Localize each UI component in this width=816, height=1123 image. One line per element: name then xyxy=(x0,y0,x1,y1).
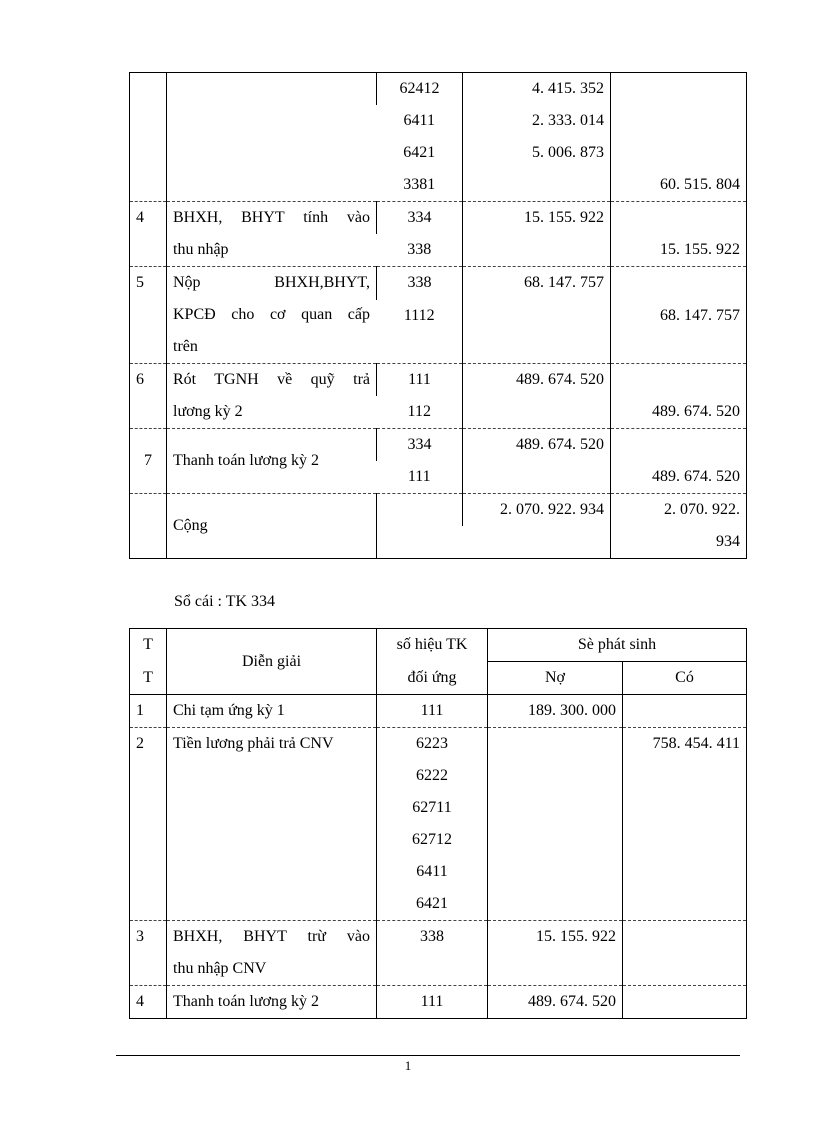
desc-cell xyxy=(167,202,377,267)
desc-header: Diễn giải xyxy=(167,629,377,695)
acct-cell: 6421 xyxy=(403,144,436,161)
acct-line: 6222 xyxy=(416,767,448,784)
acct-cell: 111 xyxy=(377,364,463,397)
debit-cell: 489. 674. 520 xyxy=(463,429,611,462)
debit-cell: 189. 300. 000 xyxy=(488,695,623,728)
desc-line: lương kỳ 2 xyxy=(173,403,243,420)
total-label: Cộng xyxy=(167,494,377,559)
desc-line: Rót TGNH về quỹ trả xyxy=(173,371,370,388)
debit-header: Nợ xyxy=(488,662,623,695)
credit-cell xyxy=(611,105,747,137)
tt-cell: 2 xyxy=(130,728,167,921)
acct-line: 6411 xyxy=(416,863,448,880)
credit-cell xyxy=(623,921,747,986)
acct-cell: 1112 xyxy=(377,300,463,364)
credit-cell xyxy=(611,429,747,462)
acct-cell: 62412 xyxy=(377,73,463,106)
credit-cell: 68. 147. 757 xyxy=(611,300,747,364)
acct-cell: 111 xyxy=(377,695,488,728)
acct-line: 62712 xyxy=(412,831,452,848)
credit-cell: 60. 515. 804 xyxy=(611,169,747,202)
acct-line: 62711 xyxy=(412,799,452,816)
desc-cell: Thanh toán lương kỳ 2 xyxy=(167,429,377,494)
desc-line: thu nhập CNV xyxy=(173,960,267,977)
desc-line: BHXH, BHYT trừ vào xyxy=(173,928,370,945)
desc-cell xyxy=(167,267,377,364)
ledger-title: Sổ cái : TK 334 xyxy=(174,593,276,610)
tt-cell: 6 xyxy=(130,364,167,429)
credit-cell xyxy=(611,202,747,235)
desc-cell: Thanh toán lương kỳ 2 xyxy=(167,986,377,1019)
debit-cell: 2. 333. 014 xyxy=(463,105,611,137)
acct-cell: 6411 xyxy=(403,112,435,129)
desc-line: trên xyxy=(173,338,198,355)
acct-cell xyxy=(377,728,488,921)
table-row xyxy=(130,728,747,921)
credit-cell: 489. 674. 520 xyxy=(611,396,747,429)
credit-cell: 15. 155. 922 xyxy=(611,234,747,267)
table-row xyxy=(130,73,747,106)
debit-cell xyxy=(463,234,611,267)
debit-cell xyxy=(463,169,611,202)
table-row xyxy=(130,202,747,235)
table-row xyxy=(130,921,747,986)
credit-cell xyxy=(611,137,747,169)
desc-cell xyxy=(167,364,377,429)
acct-cell: 111 xyxy=(377,461,463,494)
acct-cell: 3381 xyxy=(377,169,463,202)
ledger-table-2 xyxy=(129,628,747,1019)
credit-cell: 758. 454. 411 xyxy=(623,728,747,921)
acct-cell: 334 xyxy=(377,429,463,462)
debit-cell xyxy=(488,728,623,921)
tt-cell: 4 xyxy=(136,993,144,1010)
acct-cell: 112 xyxy=(377,396,463,429)
debit-cell: 5. 006. 873 xyxy=(463,137,611,169)
header-row xyxy=(130,629,747,662)
ledger-table-1 xyxy=(129,72,747,559)
acct-header: đối ứng xyxy=(377,662,488,695)
total-credit: 2. 070. 922. xyxy=(611,494,747,527)
tt-cell xyxy=(130,73,167,202)
credit-header: Có xyxy=(623,662,747,695)
tt-cell: 1 xyxy=(130,695,167,728)
debit-cell: 15. 155. 922 xyxy=(463,202,611,235)
desc-line: BHXH, BHYT tính vào xyxy=(173,209,370,226)
acct-cell: 111 xyxy=(377,986,488,1019)
credit-cell xyxy=(611,364,747,397)
acct-cell xyxy=(377,494,463,559)
acct-header: số hiệu TK xyxy=(377,629,488,662)
tt-cell: 4 xyxy=(130,202,167,267)
page-number: 1 xyxy=(404,1058,412,1073)
desc-line: KPCĐ cho cơ quan cấp xyxy=(173,306,370,323)
credit-cell xyxy=(611,267,747,300)
desc-line: Nộp BHXH,BHYT, xyxy=(173,274,370,291)
footer-divider xyxy=(116,1055,740,1056)
tt-cell: 3 xyxy=(130,921,167,986)
desc-cell xyxy=(167,73,377,202)
credit-cell xyxy=(623,695,747,728)
credit-cell xyxy=(623,986,747,1019)
credit-cell xyxy=(611,73,747,106)
acct-cell: 334 xyxy=(377,202,463,235)
debit-cell xyxy=(463,300,611,364)
debit-cell: 15. 155. 922 xyxy=(488,921,623,986)
acct-line: 6223 xyxy=(416,735,448,752)
tt-header: T xyxy=(130,662,167,695)
total-credit-cont: 934 xyxy=(611,526,747,559)
arising-header: Sè phát sinh xyxy=(488,629,747,662)
table-row xyxy=(130,429,747,462)
desc-line: thu nhập xyxy=(173,241,229,258)
debit-cell xyxy=(463,526,611,559)
tt-header: T xyxy=(143,636,153,653)
debit-cell: 489. 674. 520 xyxy=(463,364,611,397)
desc-cell: Tiền lương phải trả CNV xyxy=(167,728,377,921)
acct-cell: 338 xyxy=(377,234,463,267)
tt-cell xyxy=(130,494,167,559)
debit-cell: 489. 674. 520 xyxy=(488,986,623,1019)
desc-cell xyxy=(167,921,377,986)
acct-cell: 338 xyxy=(377,921,488,986)
acct-line: 6421 xyxy=(416,895,448,912)
acct-cell: 338 xyxy=(377,267,463,300)
credit-cell: 489. 674. 520 xyxy=(611,461,747,494)
tt-cell: 7 xyxy=(130,429,167,494)
tt-cell: 5 xyxy=(130,267,167,364)
table-row xyxy=(130,267,747,300)
table-row xyxy=(130,695,747,728)
total-debit: 2. 070. 922. 934 xyxy=(463,494,611,527)
debit-cell: 68. 147. 757 xyxy=(463,267,611,300)
total-row xyxy=(130,494,747,527)
table-row xyxy=(130,364,747,397)
debit-cell: 4. 415. 352 xyxy=(463,73,611,106)
desc-cell: Chi tạm ứng kỳ 1 xyxy=(167,695,377,728)
table-row xyxy=(130,986,747,1019)
debit-cell xyxy=(463,396,611,429)
debit-cell xyxy=(463,461,611,494)
